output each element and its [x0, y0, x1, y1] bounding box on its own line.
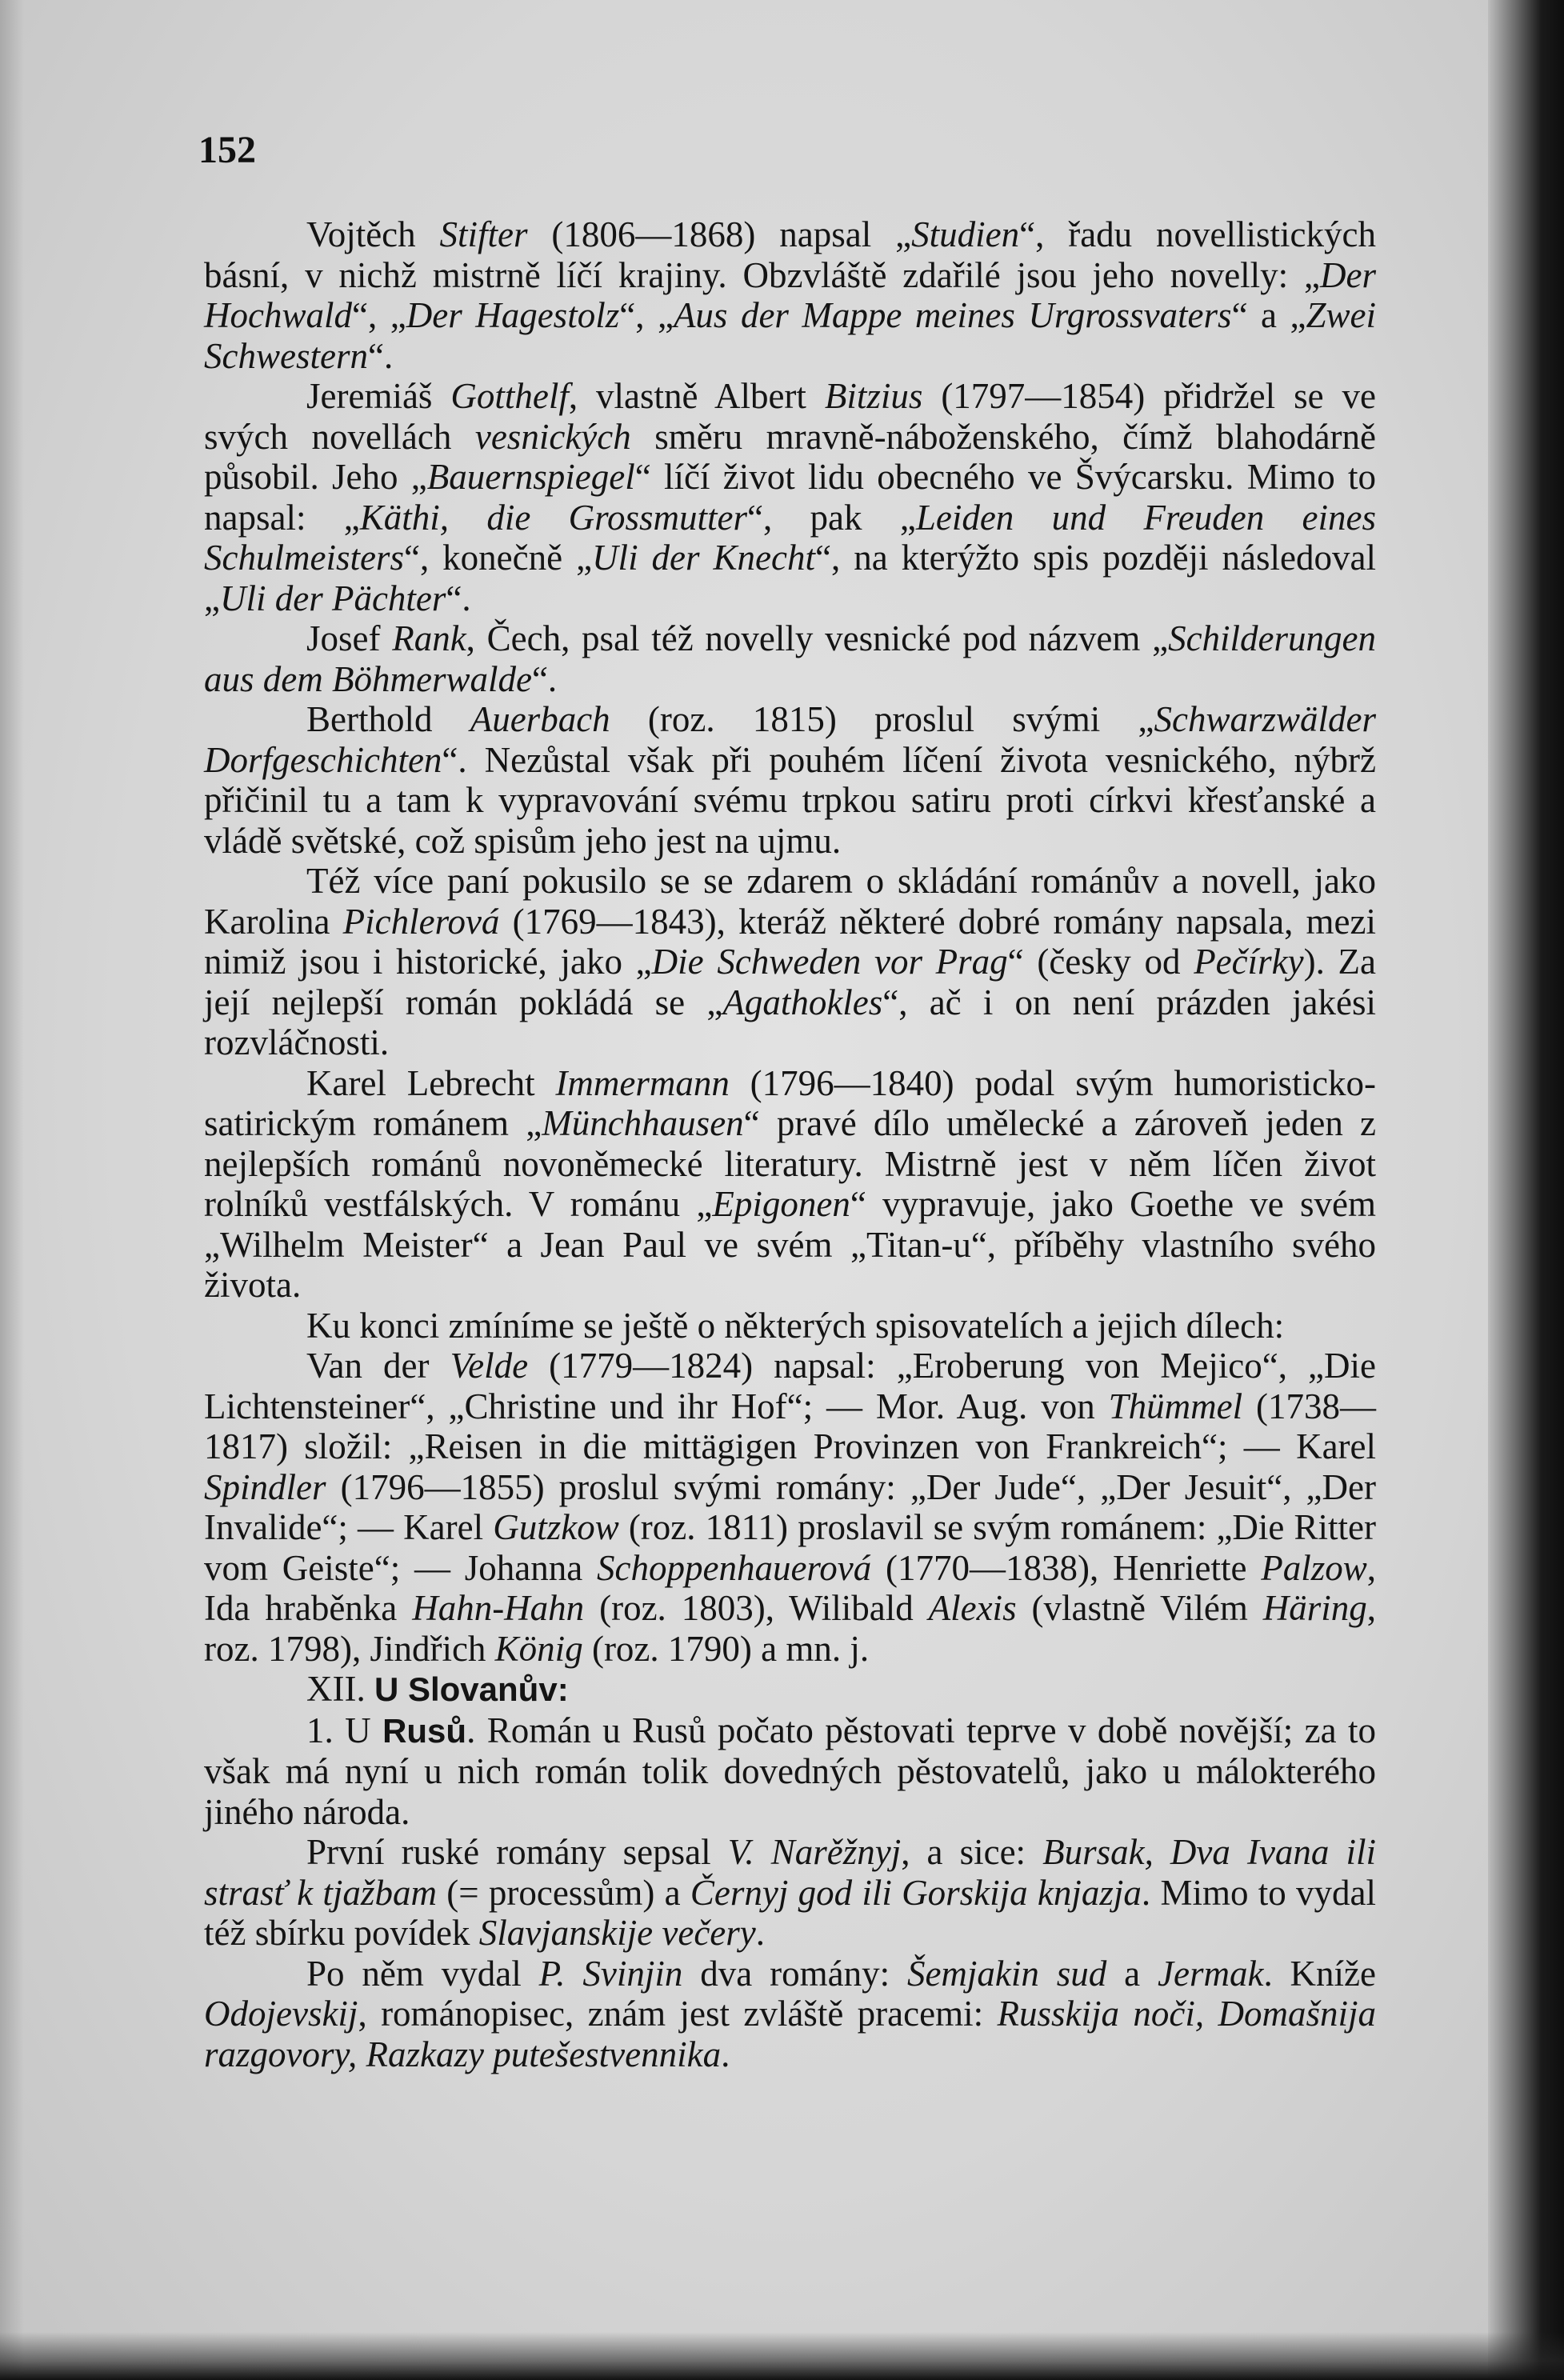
text-run: (1769—1843), kteráž některé dobré romány napsala, mezi nimiž jsou i historické, jako „ [204, 901, 1377, 982]
italic-text: Epigonen [712, 1184, 850, 1224]
text-run: . Román u Rusů počato pěstovati teprve v době novější; za to však má nyní u nich román tolik dovedných pěstovatelů, jako u málokterého jiného národa. [204, 1710, 1377, 1832]
italic-text: Hahn-Hahn [412, 1588, 585, 1628]
italic-text: Schwarzwälder Dorfgeschichten [204, 699, 1377, 780]
text-run: (roz. 1790) a mn. j. [582, 1628, 870, 1669]
paragraph-svinjin [204, 1954, 1376, 2075]
text-run: Jeremiáš [306, 376, 451, 416]
text-run: “, ač i on není prázden jakési rozvláčnosti. [204, 982, 1376, 1062]
text-run: směru mravně-náboženského, čímž blahodárně působil. Jeho „ [204, 416, 1376, 497]
italic-text: Bursak, Dva Ivana ili strasť k tjažbam [204, 1832, 1377, 1913]
section-heading [204, 1669, 1376, 1710]
paragraph-other-writers-list [204, 1346, 1376, 1669]
text-run: (roz. 1811) proslavil se svým románem: „Die Ritter vom Geiste“; — Johanna [204, 1507, 1376, 1588]
text-run: “, na kterýžto spis později následoval „ [204, 538, 1376, 618]
italic-text: Spindler [204, 1466, 326, 1507]
italic-text: Münchhausen [542, 1103, 744, 1143]
italic-text: Pečírky [1194, 942, 1304, 982]
page-bottom-edge [0, 2332, 1564, 2380]
italic-text: Černyj god ili Gorskija knjazja [690, 1872, 1142, 1913]
text-run: 1. U [306, 1710, 383, 1750]
text-run: “ (česky od [1007, 942, 1194, 982]
italic-text: Šemjakin sud [906, 1953, 1107, 1994]
text-run: , románopisec, znám jest zvláště pracemi: [358, 1994, 998, 2034]
text-run: (vlastně Vilém [1016, 1588, 1263, 1628]
text-run: Josef [306, 618, 393, 658]
section-title: U Slovanův: [374, 1670, 569, 1708]
text-run: “, pak „ [747, 497, 916, 538]
paragraph-gotthelf [204, 376, 1376, 618]
text-run: Ku konci zmíníme se ještě o některých spisovatelích a jejich dílech: [306, 1305, 1285, 1346]
italic-text: Velde [450, 1346, 529, 1386]
text-run: “, „ [619, 295, 674, 335]
text-run: (roz. 1815) proslul svými „ [610, 699, 1154, 739]
paragraph-other-writers-intro [204, 1306, 1376, 1346]
text-run: . [721, 2034, 730, 2074]
text-run: Též více paní pokusilo se se zdarem o skládání románův a novell, jako Karolina [204, 861, 1376, 942]
italic-text: Agathokles [722, 982, 883, 1022]
italic-text: Odojevskij [204, 1994, 358, 2034]
text-run: , vlastně Albert [568, 376, 825, 416]
text-run: “, „ [352, 295, 406, 335]
paragraph-rank [204, 618, 1376, 699]
text-run: (1770—1838), Henriette [871, 1547, 1262, 1588]
paragraph-women-writers [204, 861, 1376, 1063]
text-run: (1796—1855) proslul svými romány: „Der Jude“, „Der Jesuit“, „Der Invalide“; — Karel [204, 1466, 1376, 1547]
text-run: , a sice: [901, 1832, 1043, 1872]
italic-text: P. Svinjin [538, 1953, 683, 1994]
text-run: “ a „ [1231, 295, 1306, 335]
italic-text: Rank [392, 618, 466, 658]
text-run: První ruské romány sepsal [306, 1832, 728, 1872]
italic-text: Gutzkow [493, 1507, 619, 1547]
page-number: 152 [198, 129, 256, 171]
italic-text: Thümmel [1108, 1386, 1243, 1426]
text-run: Vojtěch [306, 214, 440, 254]
text-run: “. Nezůstal však při pouhém líčení života vesnického, nýbrž přičinil tu a tam k vypravování svému trpkou satiru proti církvi křesťanské a vládě světské, což spisům jeho jest na ujmu. [204, 739, 1376, 861]
page-left-shadow [0, 0, 24, 2380]
text-run: “ pravé dílo umělecké a zároveň jeden z nejlepších románů novoněmecké literatury. Mistrně jest v něm líčen život rolníků vestfálských. V románu „ [204, 1103, 1376, 1224]
italic-text: Häring [1262, 1588, 1367, 1628]
italic-text: Palzow [1261, 1547, 1367, 1588]
text-run: (roz. 1803), Wilibald [584, 1588, 929, 1628]
text-run: (= processům) a [436, 1872, 690, 1913]
italic-text: Bitzius [824, 376, 923, 416]
text-run: ). Za její nejlepší román pokládá se „ [204, 942, 1376, 1022]
text-run: , roz. 1798), Jindřich [204, 1588, 1376, 1669]
italic-text: Alexis [928, 1588, 1017, 1628]
text-run: “, konečně „ [403, 538, 593, 578]
paragraph-russians [204, 1710, 1376, 1833]
page-right-edge [1488, 0, 1564, 2380]
paragraph-auerbach [204, 699, 1376, 861]
text-run: Berthold [306, 699, 470, 739]
text-run: (1797—1854) přidržel se ve svých novellách [204, 376, 1376, 457]
text-run: “ vypravuje, jako Goethe ve svém „Wilhelm Meister“ a Jean Paul ve svém „Titan-u“, příběhy vlastního svého života. [204, 1184, 1376, 1305]
text-run: (1779—1824) napsal: „Eroberung von Mejico“, „Die Lichtensteiner“, „Christine und ihr Hof“; — Mor. Aug. von [204, 1346, 1376, 1426]
body-text [204, 214, 1376, 2074]
italic-text: Zwei Schwestern [204, 295, 1377, 376]
italic-text: Aus der Mappe meines Urgrossvaters [673, 295, 1232, 335]
italic-text: König [494, 1628, 583, 1669]
italic-text: Gotthelf [450, 376, 569, 416]
text-run: Po něm vydal [306, 1953, 539, 1994]
text-run: “. [531, 658, 558, 699]
italic-text: Der Hochwald [204, 254, 1376, 335]
text-run: (1796—1840) podal svým humoristicko-satirickým románem „ [204, 1062, 1376, 1143]
text-run: . [755, 1913, 766, 1953]
italic-text: Käthi, die Grossmutter [359, 497, 748, 538]
italic-text: Uli der Knecht [592, 538, 815, 578]
text-run: , Čech, psal též novelly vesnické pod názvem „ [466, 618, 1169, 658]
text-run: a [1106, 1953, 1158, 1994]
italic-text: Immermann [555, 1062, 730, 1103]
text-run: “, řadu novellistických básní, v nichž mistrně líčí krajiny. Obzvláště zdařilé jsou jeho novelly: „ [204, 214, 1376, 295]
text-run: (1806—1868) napsal „ [527, 214, 912, 254]
italic-text: Russkija noči, Domašnija razgovory, Razkazy putešestvennika [204, 1994, 1376, 2074]
italic-text: Slavjanskije večery [478, 1913, 756, 1953]
section-numeral: XII. [306, 1669, 366, 1709]
text-run: “. [367, 335, 394, 376]
italic-text: Leiden und Freuden eines Schulmeisters [204, 497, 1377, 578]
italic-text: Jermak [1158, 1953, 1264, 1994]
paragraph-immermann [204, 1063, 1376, 1306]
italic-text: vesnických [474, 416, 631, 457]
text-run: . Mimo to vydal též sbírku povídek [204, 1872, 1376, 1953]
text-run: “ líčí život lidu obecného ve Švýcarsku. Mimo to napsal: „ [204, 457, 1376, 538]
italic-text: Studien [911, 214, 1020, 254]
italic-text: Bauernspiegel [426, 457, 635, 497]
text-run: . Kníže [1263, 1953, 1377, 1994]
italic-text: Schilderungen aus dem Böhmerwalde [204, 618, 1376, 699]
italic-text: Stifter [439, 214, 528, 254]
italic-text: Auerbach [470, 699, 610, 739]
bold-text: Rusů [382, 1711, 467, 1750]
italic-text: V. Narěžnyj [727, 1832, 902, 1872]
italic-text: Die Schweden vor Prag [651, 942, 1008, 982]
italic-text: Uli der Pächter [219, 578, 446, 618]
text-run: “. [446, 578, 471, 618]
paragraph-stifter [204, 214, 1376, 376]
text-run: (1738—1817) složil: „Reisen in die mittägigen Provinzen von Frankreich“; — Karel [204, 1386, 1376, 1466]
text-run: , Ida hraběnka [204, 1547, 1376, 1628]
text-run: Van der [306, 1346, 450, 1386]
paragraph-narezhnyj [204, 1832, 1376, 1954]
italic-text: Der Hagestolz [406, 295, 620, 335]
italic-text: Schoppenhauerová [597, 1547, 872, 1588]
italic-text: Pichlerová [342, 901, 500, 942]
text-run: Karel Lebrecht [306, 1062, 556, 1103]
text-run: dva romány: [682, 1953, 907, 1994]
